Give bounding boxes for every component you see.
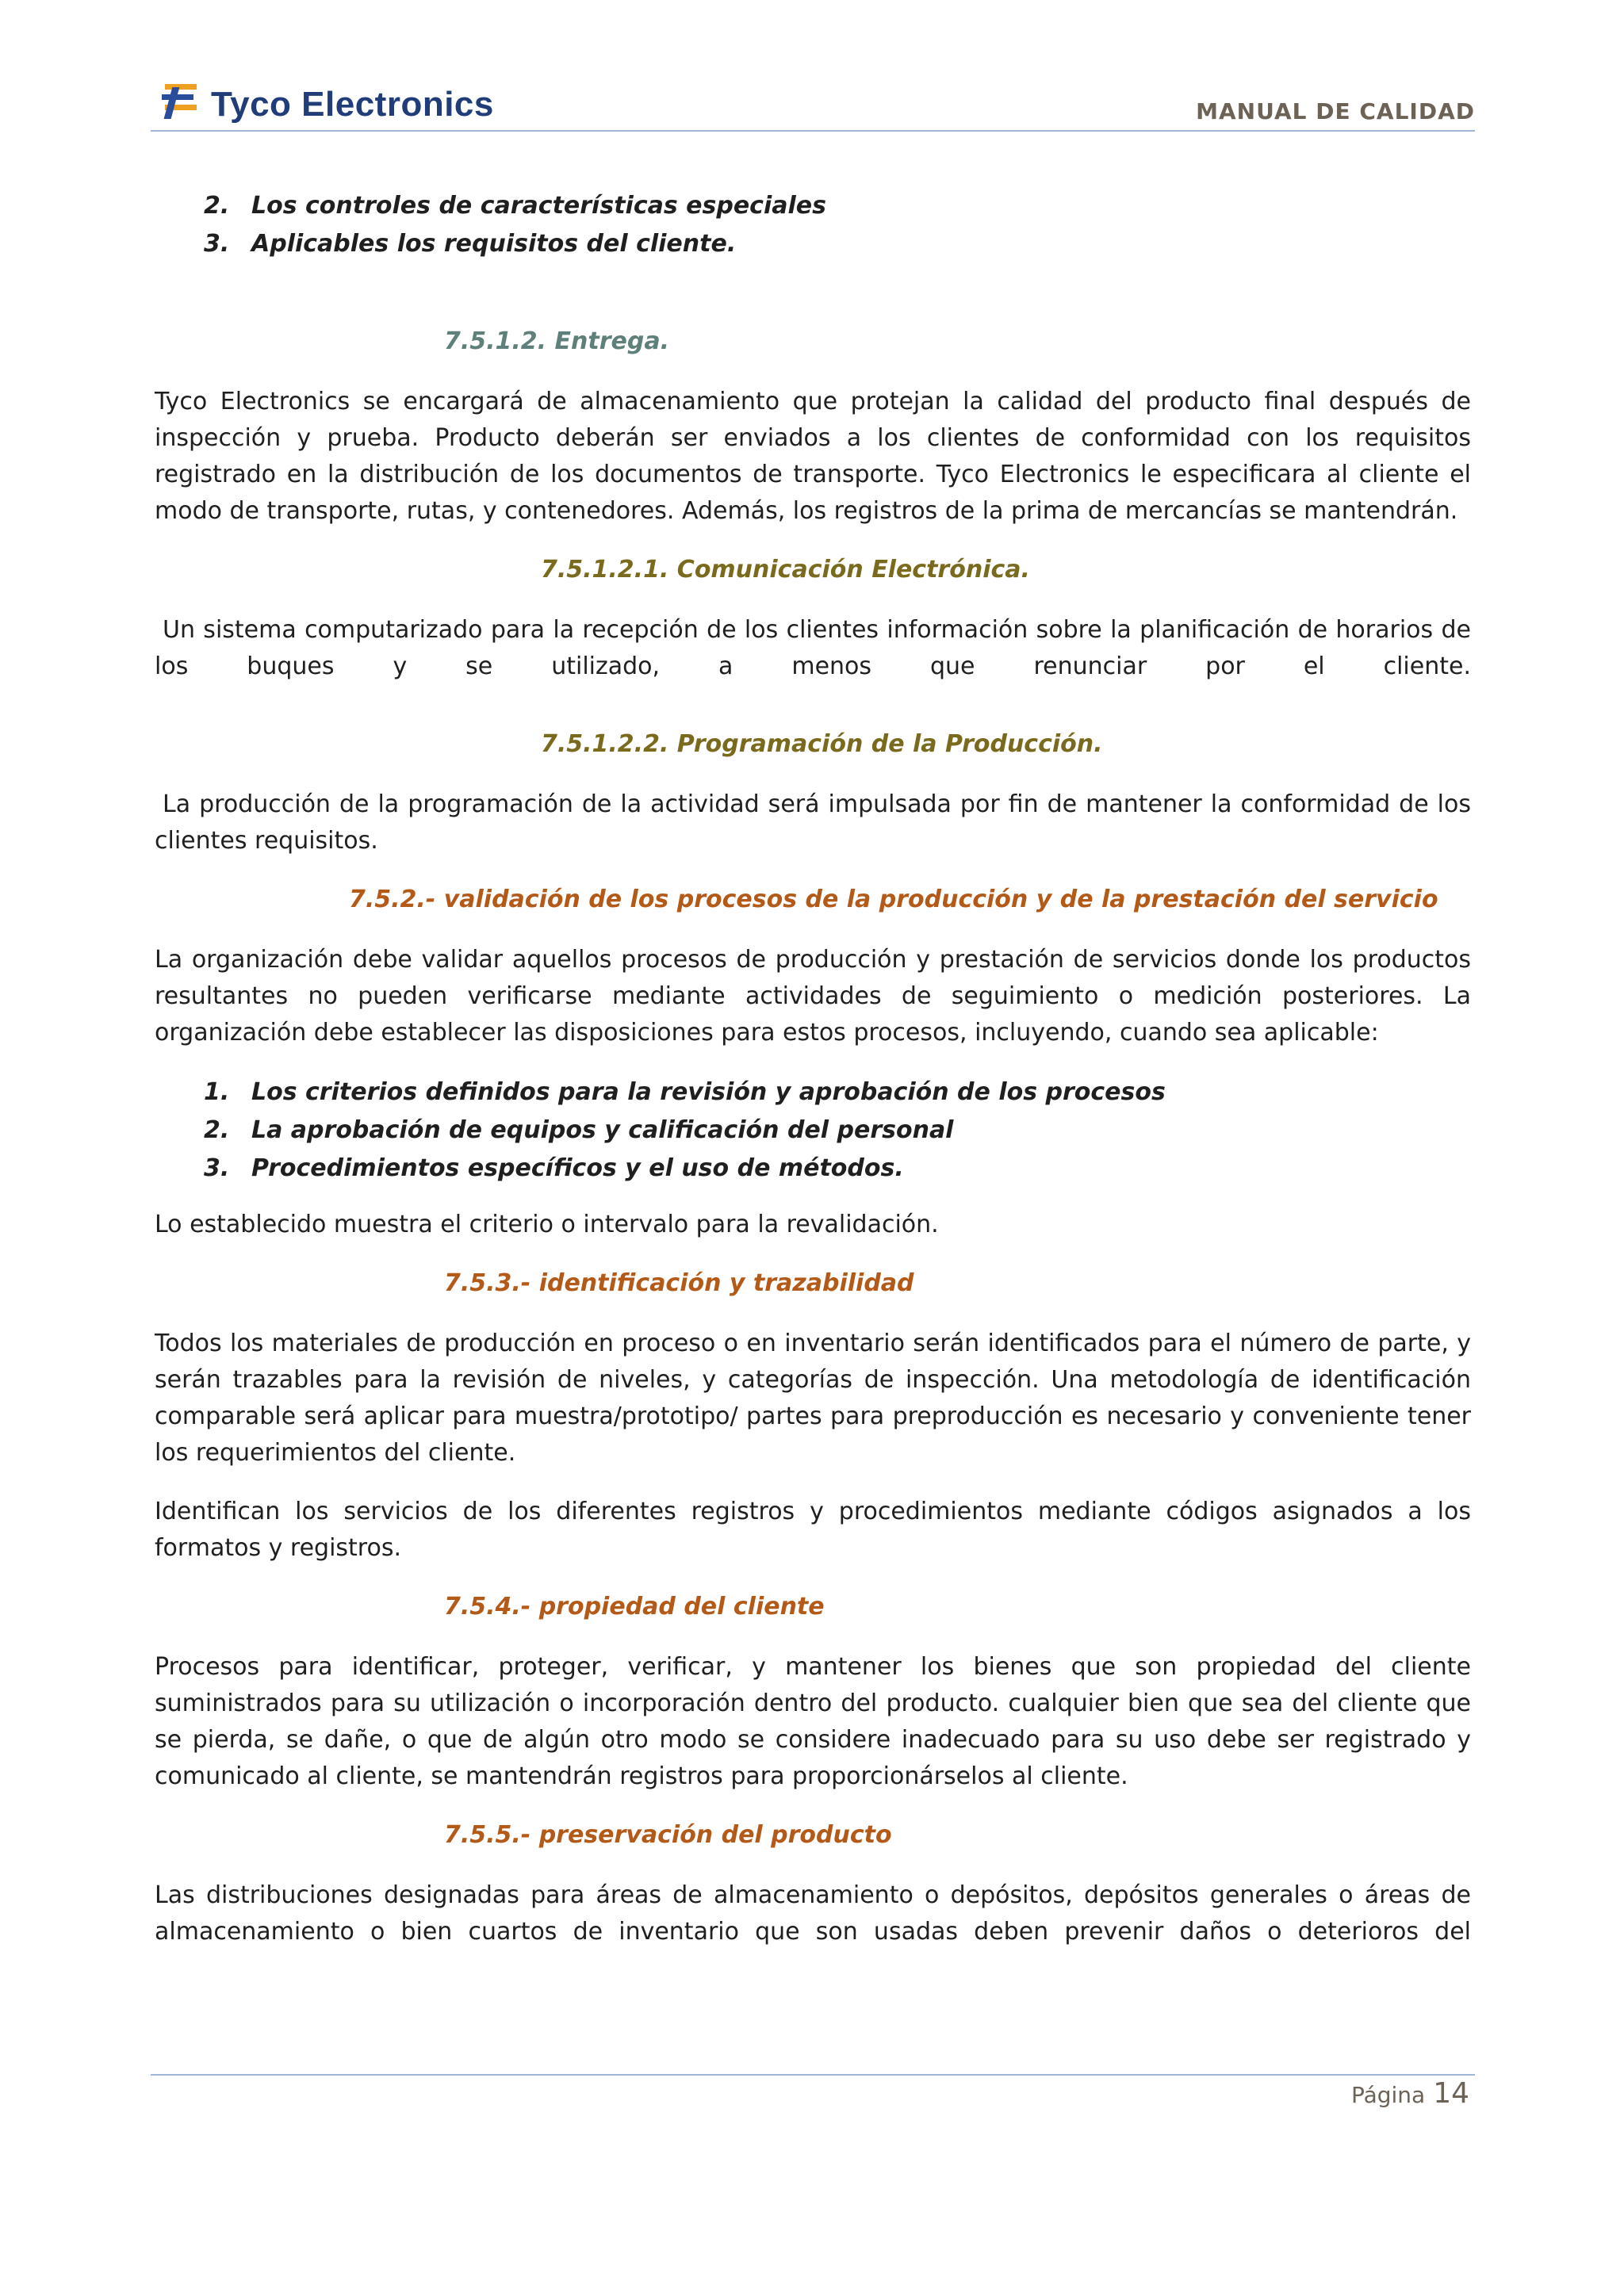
list-item-text: Procedimientos específicos y el uso de métodos. — [251, 1154, 904, 1182]
document-title: MANUAL DE CALIDAD — [1196, 98, 1475, 124]
paragraph-propiedad: Procesos para identificar, proteger, verificar, y mantener los bienes que son propiedad del cliente suministrados para su utilización o incorporación dentro del producto. cualquier bien que sea del cliente que se pierda, se dañe, o que de algún otro modo se considere inadecuado para su uso debe ser registrado y comunicado al cliente, se mantendrán registros para proporcionárselos al cliente. — [155, 1653, 1471, 1790]
paragraph-validacion: La organización debe validar aquellos procesos de producción y prestación de servicios donde los productos resultantes no pueden verificarse mediante actividades de seguimiento o medición posteriores. La organización debe establecer las disposiciones para estos procesos, incluyendo, cuando sea aplicable: — [155, 946, 1471, 1047]
header-divider — [151, 130, 1475, 132]
logo-text: Tyco Electronics — [211, 85, 494, 124]
page-content — [155, 187, 1471, 1973]
paragraph-preservacion: Las distribuciones designadas para áreas de almacenamiento o depósitos, depósitos generales o áreas de almacenamiento o bien cuartos de inventario que son usadas deben prevenir daños o deterioros del — [155, 1881, 1471, 1946]
list-item-number: 1. — [204, 1078, 230, 1106]
list-item-text: Los controles de características especiales — [251, 192, 826, 220]
paragraph-revalidacion: Lo establecido muestra el criterio o intervalo para la revalidación. — [155, 1211, 939, 1238]
list-item — [155, 187, 1471, 225]
spacer — [155, 282, 1471, 323]
section-heading-75122: 7.5.1.2.2. Programación de la Producción. — [541, 730, 1103, 758]
page-label: Página — [1350, 2082, 1426, 2108]
paragraph-comunicacion-line1: Un sistema computarizado para la recepción de los clientes información sobre la planificación de horarios de — [163, 616, 1471, 644]
spacer — [155, 685, 1471, 726]
list-item — [155, 1150, 1471, 1188]
section-heading-75121: 7.5.1.2.1. Comunicación Electrónica. — [541, 556, 1030, 584]
footer-divider — [151, 2074, 1475, 2076]
validacion-list — [155, 1073, 1471, 1188]
page-number: 14 — [1433, 2077, 1469, 2110]
paragraph-programacion: La producción de la programación de la actividad será impulsada por fin de mantener la conformidad de los clientes requisitos. — [155, 790, 1471, 855]
company-logo — [159, 63, 494, 127]
section-heading-755: 7.5.5.- preservación del producto — [444, 1821, 892, 1849]
paragraph-entrega: Tyco Electronics se encargará de almacenamiento que protejan la calidad del producto final después de inspección y prueba. Producto deberán ser enviados a los clientes de conformidad con los requisitos registrado en la distribución de los documentos de transporte. Tyco Electronics le especificara al cliente el modo de transporte, rutas, y contenedores. Además, los registros de la prima de mercancías se mantendrán. — [155, 388, 1471, 525]
top-list — [155, 187, 1471, 263]
list-item-text: Los criterios definidos para la revisión y aprobación de los procesos — [251, 1078, 1166, 1106]
page-header — [151, 63, 1475, 132]
page-footer — [1351, 2077, 1469, 2110]
tyco-logo-icon — [159, 79, 203, 124]
section-heading-752: 7.5.2.- validación de los procesos de la producción y de la prestación del servicio — [349, 886, 1438, 913]
paragraph-comunicacion-line2: los buques y se utilizado, a menos que renunciar por el cliente. — [155, 652, 1471, 680]
section-heading-7512: 7.5.1.2. Entrega. — [444, 327, 669, 355]
list-item — [155, 1112, 1471, 1150]
paragraph-comunicacion — [155, 612, 1471, 685]
list-item — [155, 225, 1471, 263]
paragraph-trazabilidad-2: Identifican los servicios de los diferentes registros y procedimientos mediante códigos asignados a los formatos y registros. — [155, 1498, 1471, 1562]
section-heading-753: 7.5.3.- identificación y trazabilidad — [444, 1269, 914, 1297]
section-heading-754: 7.5.4.- propiedad del cliente — [444, 1593, 825, 1621]
list-item-number: 2. — [204, 1116, 230, 1144]
paragraph-trazabilidad-1: Todos los materiales de producción en proceso o en inventario serán identificados para el número de parte, y serán trazables para la revisión de niveles, y categorías de inspección. Una metodología de identificación comparable será aplicar para muestra/prototipo/ partes para preproducción es necesario y conveniente tener los requerimientos del cliente. — [155, 1330, 1471, 1467]
list-item-text: La aprobación de equipos y calificación del personal — [251, 1116, 954, 1144]
list-item-number: 3. — [204, 1154, 230, 1182]
list-item-number: 3. — [204, 230, 230, 258]
list-item-number: 2. — [204, 192, 230, 220]
list-item-text: Aplicables los requisitos del cliente. — [251, 230, 737, 258]
list-item — [155, 1073, 1471, 1112]
